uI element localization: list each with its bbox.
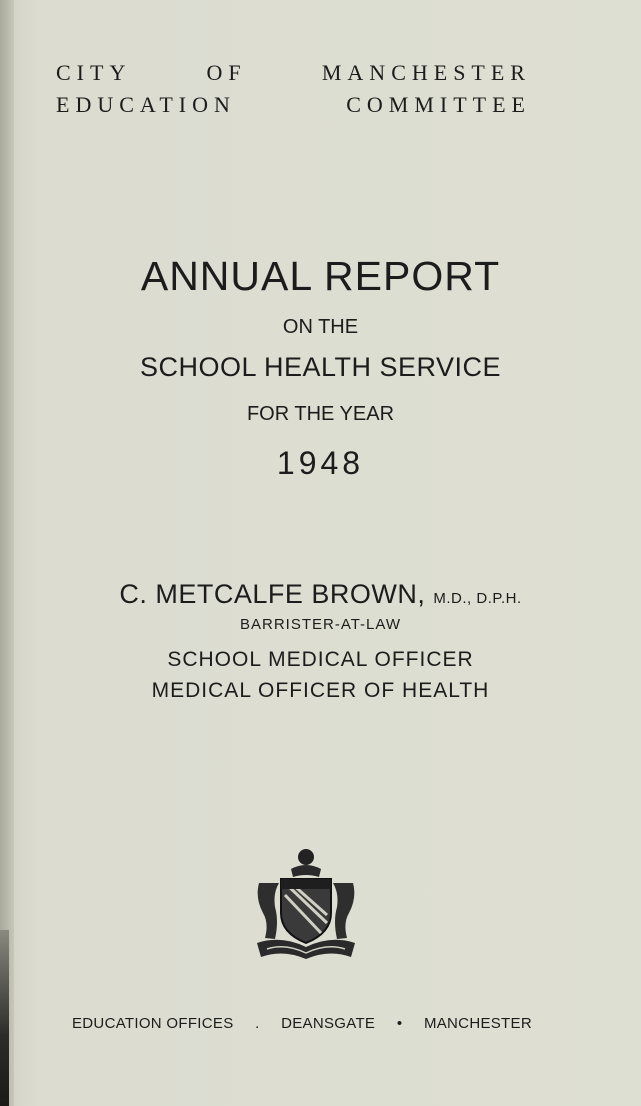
author-name: C. METCALFE BROWN, (119, 579, 426, 609)
footer-separator-1: . (255, 1015, 260, 1032)
footer-manchester: MANCHESTER (423, 1015, 532, 1032)
report-year: 1948 (276, 445, 365, 481)
author-line (0, 579, 641, 610)
report-title: ANNUAL REPORT (140, 253, 501, 299)
author-role-1: SCHOOL MEDICAL OFFICER (167, 648, 474, 671)
footer-deansgate: DEANSGATE (281, 1015, 376, 1032)
address-footer (72, 1015, 532, 1032)
footer-separator-2: • (396, 1015, 403, 1032)
footer-education-offices: EDUCATION OFFICES (72, 1015, 234, 1032)
header-line-1 (56, 60, 531, 86)
on-the-text: ON THE (282, 316, 359, 338)
report-subject: SCHOOL HEALTH SERVICE (139, 352, 502, 382)
header-manchester: MANCHESTER (321, 60, 531, 85)
header-committee: COMMITTEE (346, 92, 531, 117)
binding-shadow (0, 930, 9, 1106)
header-line-2 (56, 92, 531, 118)
author-qualifications: M.D., D.P.H. (433, 590, 522, 607)
manchester-coat-of-arms-icon (251, 843, 361, 961)
author-profession: BARRISTER-AT-LAW (239, 616, 401, 633)
header-city: CITY (56, 60, 132, 85)
author-role-2: MEDICAL OFFICER OF HEALTH (151, 679, 490, 702)
header-education: EDUCATION (56, 92, 236, 117)
for-the-year-text: FOR THE YEAR (246, 403, 395, 425)
header-of: OF (206, 60, 247, 85)
